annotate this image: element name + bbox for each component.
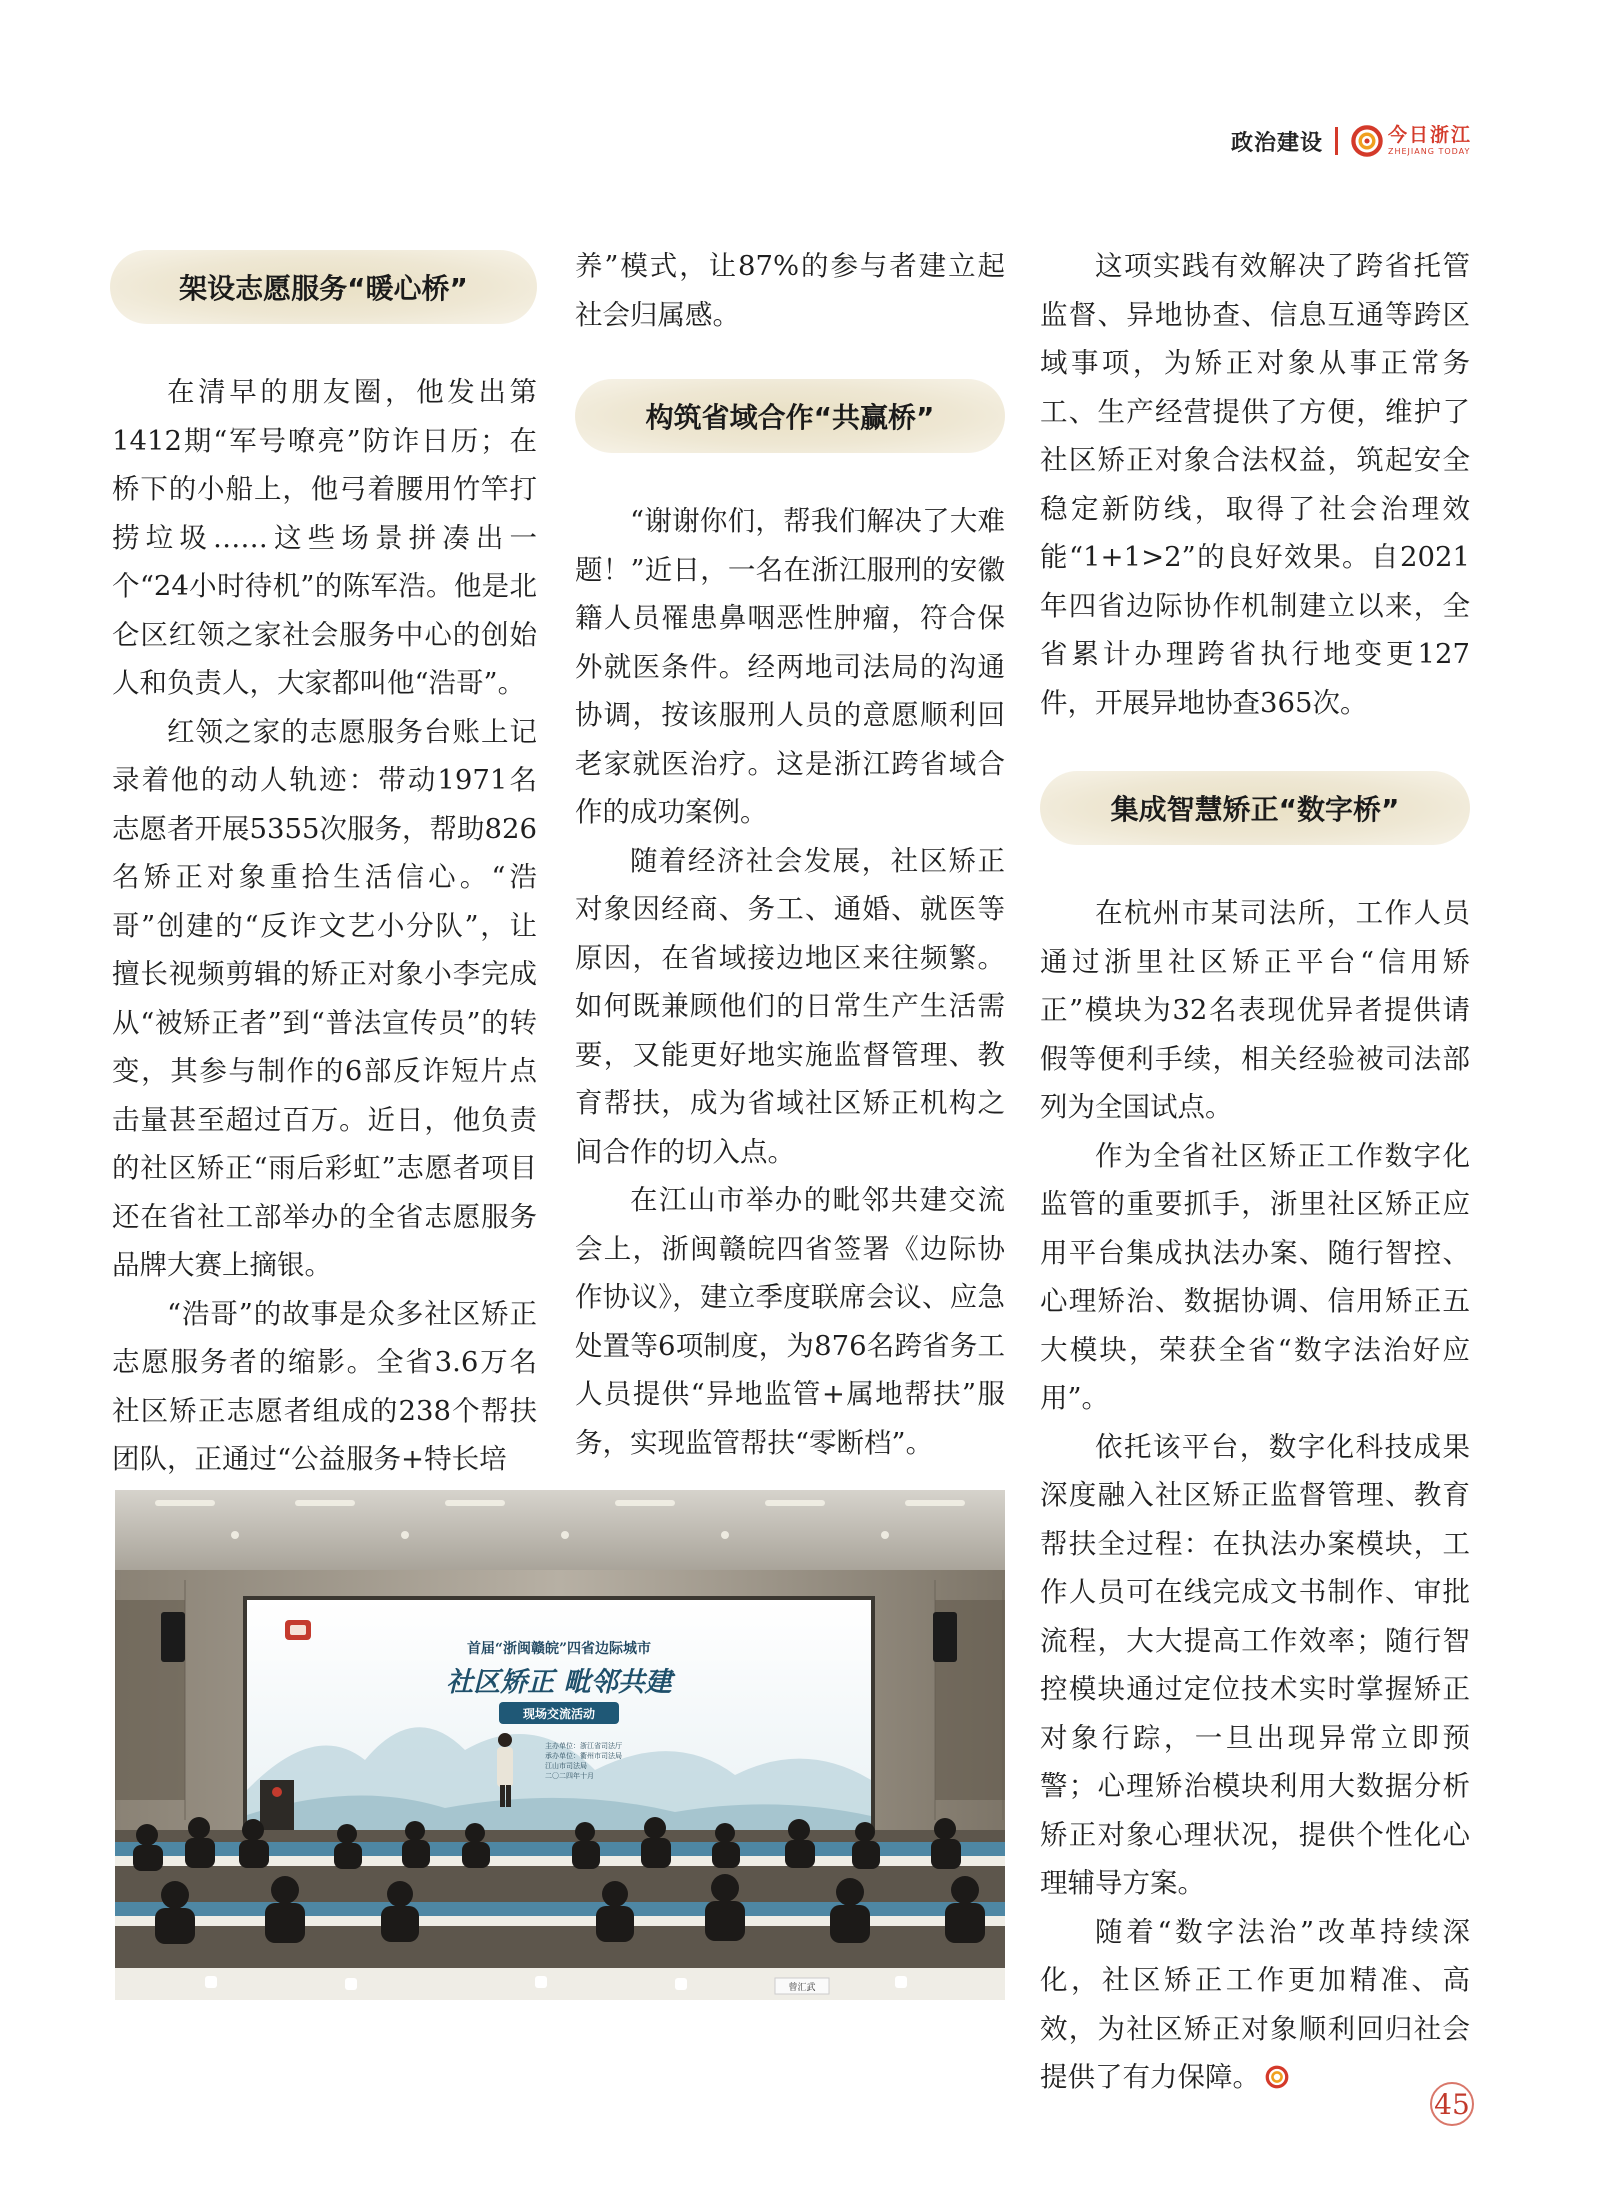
screen-organizer-3: 江山市司法局 — [545, 1762, 587, 1770]
paragraph: 这项实践有效解决了跨省托管监督、异地协查、信息互通等跨区域事项，为矫正对象从事正常务工、生产经营提供了方便，维护了社区矫正对象合法权益，筑起安全稳定新防线，取得了社会治理效能“1+1>2”的良好效果。自2021年四省边际协作机制建立以来，全省累计办理跨省执行地变更127件，开展异地协查365次。 — [1040, 250, 1470, 719]
section-heading-digital: 集成智慧矫正“数字桥” — [1040, 771, 1470, 845]
event-photo — [115, 1490, 1005, 2000]
page-number: 45 — [1430, 2082, 1474, 2126]
paragraph: 作为全省社区矫正工作数字化监管的重要抓手，浙里社区矫正应用平台集成执法办案、随行智控、心理矫治、数据协调、信用矫正五大模块，荣获全省“数字法治好应用”。 — [1040, 1139, 1470, 1414]
section-name: 政治建设 — [1230, 130, 1323, 156]
brand-logo — [1350, 124, 1472, 158]
screen-logo-icon — [285, 1620, 311, 1640]
screen-organizer-date: 二〇二四年十月 — [545, 1772, 594, 1780]
header-divider — [1335, 127, 1338, 155]
screen-organizer-1: 主办单位：浙江省司法厅 — [545, 1742, 622, 1750]
paragraph: 随着经济社会发展，社区矫正对象因经商、务工、通婚、就医等原因，在省域接边地区来往频繁。如何既兼顾他们的日常生产生活需要，又能更好地实施监督管理、教育帮扶，成为省域社区矫正机构之间合作的切入点。 — [575, 844, 1005, 1168]
paragraph: 在杭州市某司法所，工作人员通过浙里社区矫正平台“信用矫正”模块为32名表现优异者提供请假等便利手续，相关经验被司法部列为全国试点。 — [1040, 897, 1470, 1123]
paragraph: 红领之家的志愿服务台账上记录着他的动人轨迹：带动1971名志愿者开展5355次服务，帮助826名矫正对象重拾生活信心。“浩哥”创建的“反诈文艺小分队”，让擅长视频剪辑的矫正对象小李完成从“被矫正者”到“普法宣传员”的转变，其参与制作的6部反诈短片点击量甚至超过百万。近日，他负责的社区矫正“雨后彩虹”志愿者项目还在省社工部举办的全省志愿服务品牌大赛上摘银。 — [112, 715, 537, 1281]
screen-organizer-2: 承办单位：衢州市司法局 — [545, 1752, 622, 1760]
end-mark-icon — [1264, 2064, 1290, 2090]
section-heading-volunteer: 架设志愿服务“暖心桥” — [110, 250, 537, 324]
conference-scene — [115, 1490, 1005, 2000]
column-2 — [575, 242, 1005, 1467]
paragraph-text: 随着“数字法治”改革持续深化，社区矫正工作更加精准、高效，为社区矫正对象顺利回归社会提供了有力保障。 — [1040, 1915, 1470, 2093]
screen-subtitle: 现场交流活动 — [522, 1707, 596, 1721]
brand-name-en: ZHEJIANG TODAY — [1387, 147, 1471, 156]
paragraph: “谢谢你们，帮我们解决了大难题！”近日，一名在浙江服刑的安徽籍人员罹患鼻咽恶性肿瘤，符合保外就医条件。经两地司法局的沟通协调，按该服刑人员的意愿顺利回老家就医治疗。这是浙江跨省域合作的成功案例。 — [575, 505, 1005, 828]
screen-headline: 社区矫正 毗邻共建 — [446, 1667, 672, 1698]
name-card — [775, 1978, 829, 1994]
paragraph: 依托该平台，数字化科技成果深度融入社区矫正监督管理、教育帮扶全过程：在执法办案模块，工作人员可在线完成文书制作、审批流程，大大提高工作效率；随行智控模块通过定位技术实时掌握矫正对象行踪，一旦出现异常立即预警；心理矫治模块利用大数据分析矫正对象心理状况，提供个性化心理辅导方案。 — [1040, 1430, 1470, 1899]
page-header — [1231, 118, 1472, 164]
brand-swirl-icon — [1350, 124, 1384, 158]
paragraph-continued: 养”模式，让87%的参与者建立起社会归属感。 — [575, 250, 1005, 331]
paragraph: 在江山市举办的毗邻共建交流会上，浙闽赣皖四省签署《边际协作协议》，建立季度联席会议、应急处置等6项制度，为876名跨省务工人员提供“异地监管+属地帮扶”服务，实现监管帮扶“零断档”。 — [575, 1184, 1005, 1459]
paragraph: 在清早的朋友圈，他发出第1412期“军号嘹亮”防诈日历；在桥下的小船上，他弓着腰用竹竿打捞垃圾……这些场景拼凑出一个“24小时待机”的陈军浩。他是北仑区红领之家社会服务中心的创始人和负责人，大家都叫他“浩哥”。 — [112, 376, 537, 699]
column-1 — [112, 250, 537, 1484]
section-heading-cooperation: 构筑省域合作“共赢桥” — [575, 379, 1005, 453]
paragraph: “浩哥”的故事是众多社区矫正志愿服务者的缩影。全省3.6万名社区矫正志愿者组成的238个帮扶团队，正通过“公益服务+特长培 — [112, 1297, 537, 1475]
svg-text:曾汇武: 曾汇武 — [788, 1983, 816, 1993]
column-3 — [1040, 242, 1470, 2102]
screen-title: 首届“浙闽赣皖”四省边际城市 — [466, 1641, 652, 1657]
brand-name: 今日浙江 — [1387, 124, 1472, 146]
paragraph-final — [1040, 1908, 1470, 2102]
